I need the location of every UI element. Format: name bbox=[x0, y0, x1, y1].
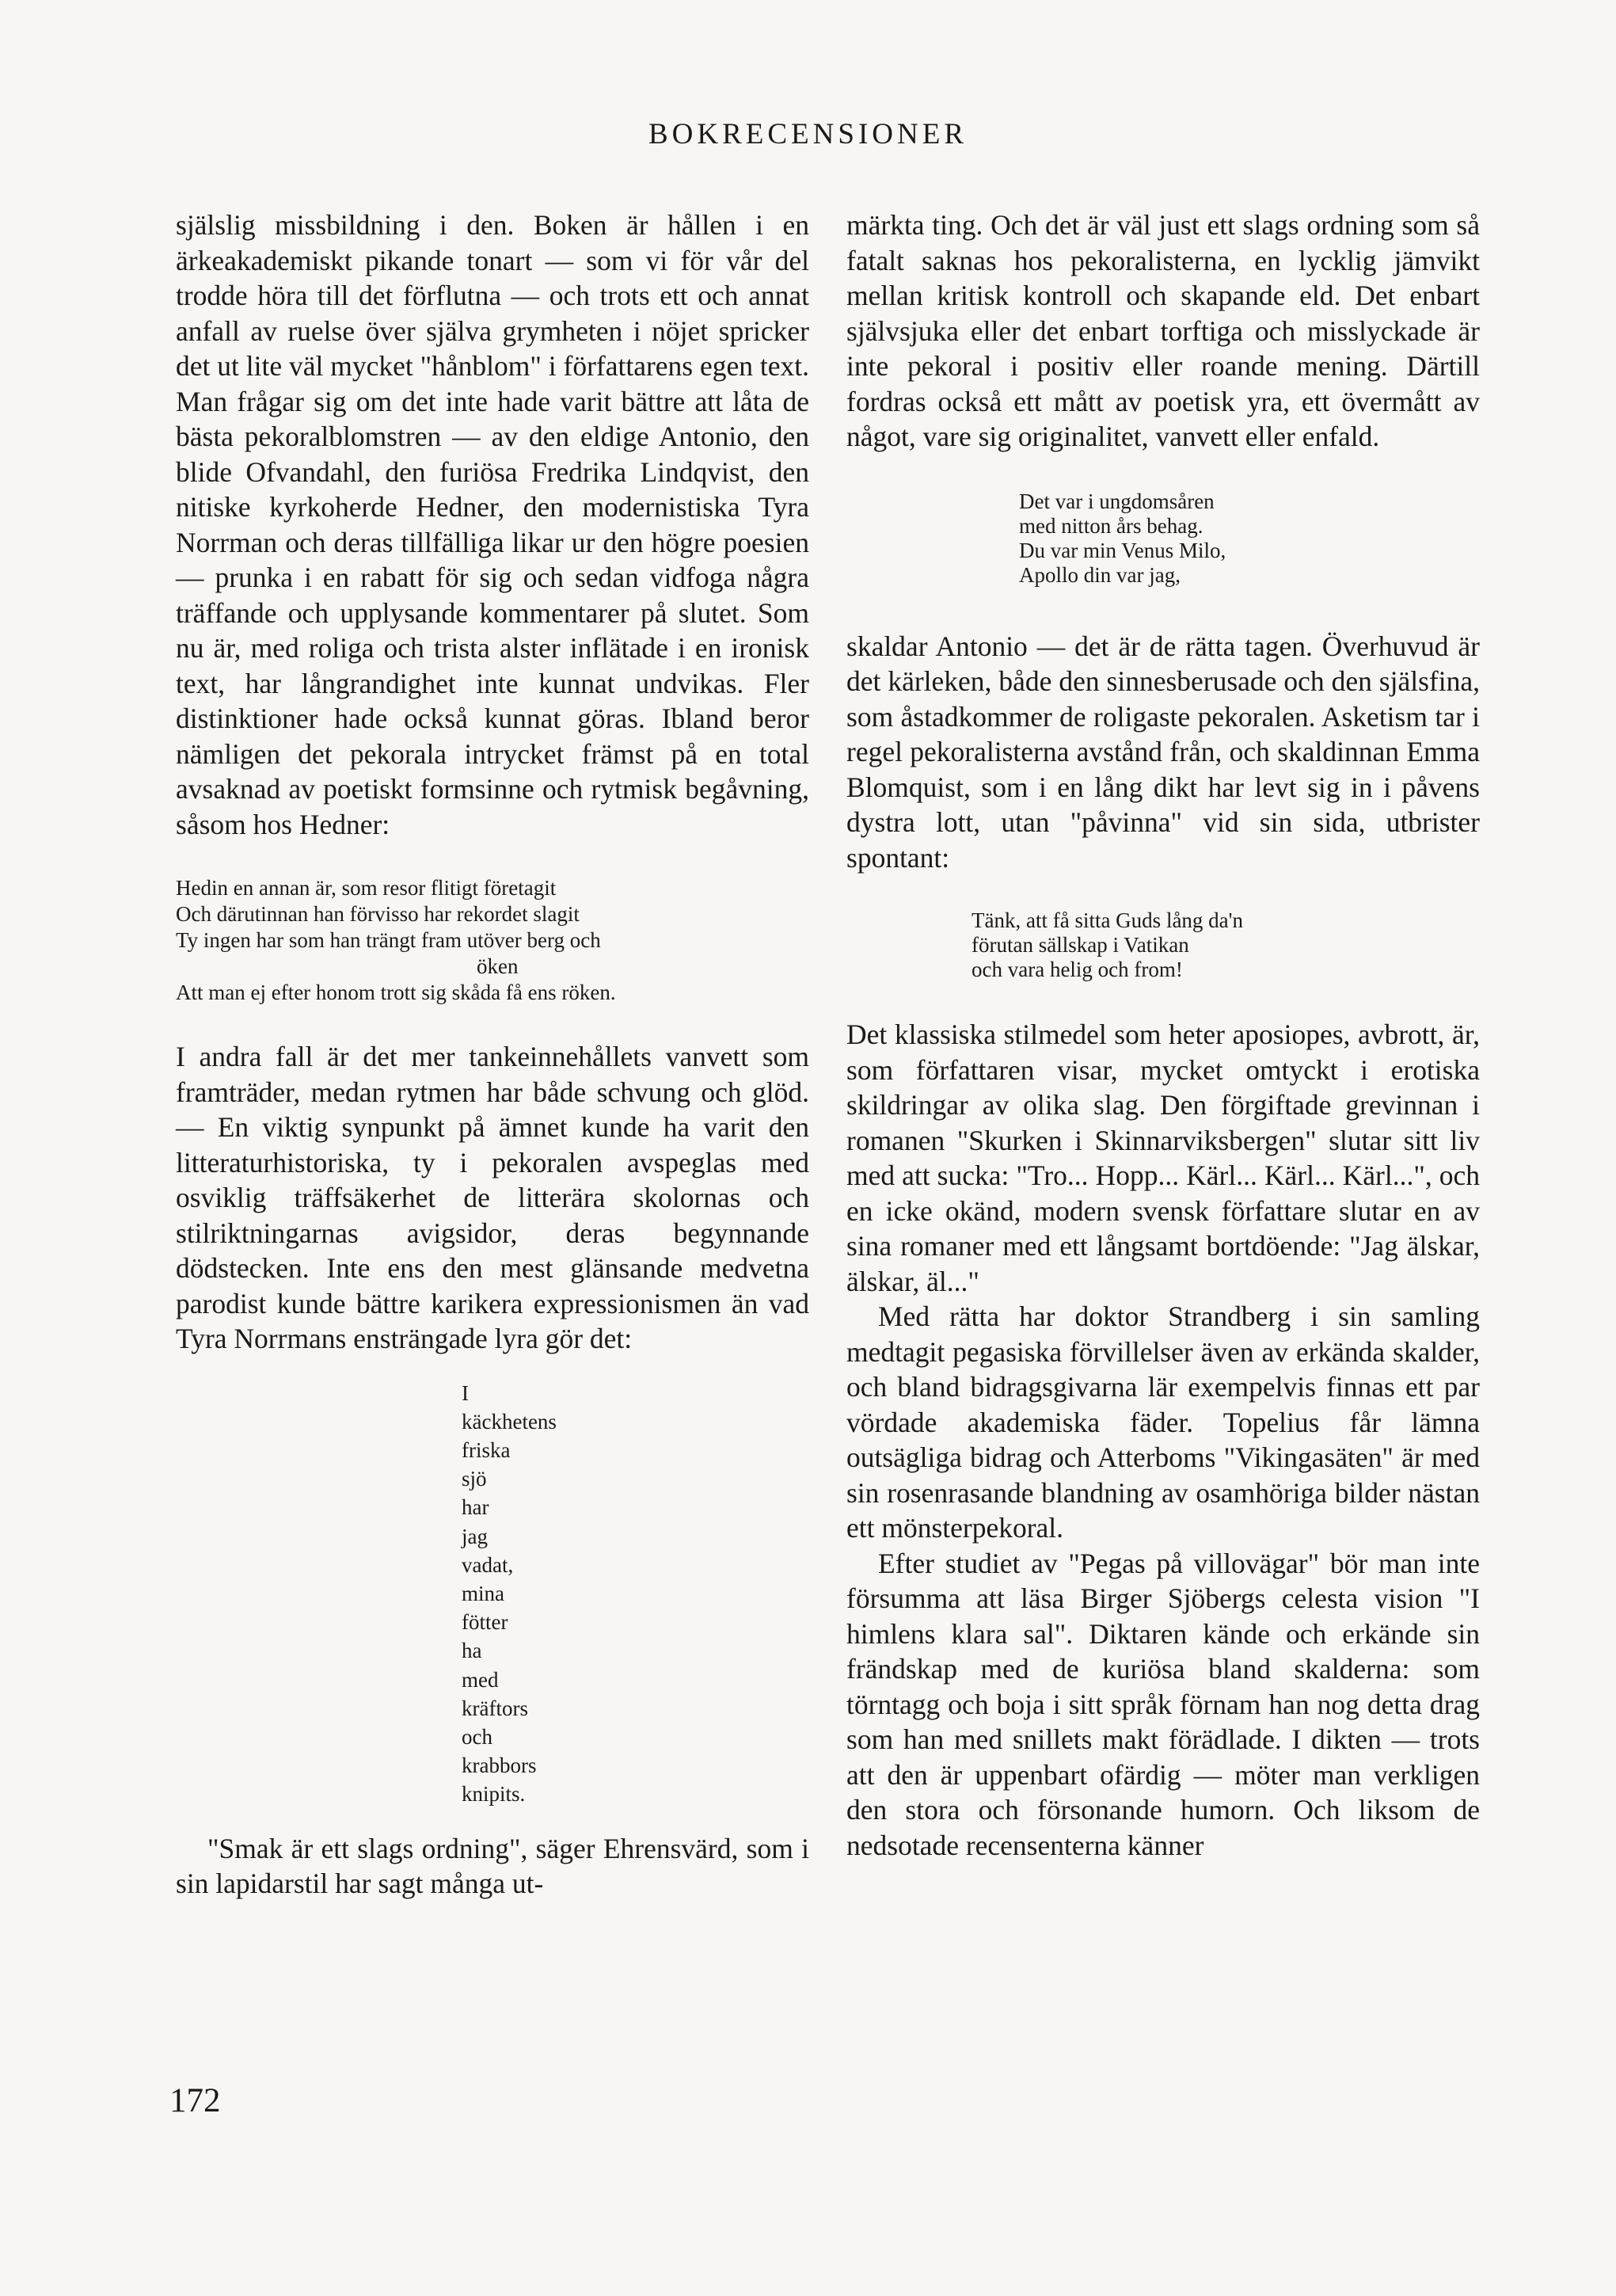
verse-line: har bbox=[462, 1495, 489, 1520]
verse-line: vadat, bbox=[462, 1552, 514, 1577]
verse-line: med bbox=[462, 1667, 499, 1692]
verse-line: krabbors bbox=[462, 1753, 537, 1778]
verse-line: Det var i ungdomsåren bbox=[1019, 489, 1215, 513]
verse-line: jag bbox=[462, 1524, 488, 1548]
right-paragraph-2: skaldar Antonio — det är de rätta tagen. Överhuvud är det kärleken, både den sinnesberusade och den själsfina, som åstadkommer de roligaste pekoralen. Asketism tar i regel pekoralisterna avstånd från, och skaldinnan Emma Blomquist, som i en lång dikt har levt sig in i påvens dystra lott, utan "påvinna" vid sin sida, utbrister spontant: bbox=[846, 630, 1480, 874]
hedner-verse bbox=[176, 875, 809, 1006]
verse-line: Ty ingen har som han trängt fram utöver berg och bbox=[176, 928, 601, 952]
verse-line: Att man ej efter honom trott sig skåda få ens röken. bbox=[176, 980, 616, 1004]
verse-line: öken bbox=[477, 954, 519, 978]
right-column bbox=[846, 208, 1480, 1863]
verse-line: och bbox=[462, 1724, 492, 1749]
left-paragraph-2: I andra fall är det mer tankeinnehållets vanvett som framträder, medan rytmen har både schvung och glöd. — En viktig synpunkt på ämnet kunde ha varit den litteraturhistoriska, ty i pekoralen avspeglas med osviklig träffsäkerhet de litterära skolornas och stilriktningarnas avigsidor, deras begynnande dödstecken. Inte ens den mest glänsande medvetna parodist kunde bättre karikera expressionismen än vad Tyra Norrmans ensträngade lyra gör det: bbox=[176, 1041, 809, 1354]
verse-line: och vara helig och from! bbox=[972, 958, 1183, 981]
verse-line: ha bbox=[462, 1639, 482, 1663]
verse-line: mina bbox=[462, 1581, 504, 1605]
left-paragraph-3: "Smak är ett slags ordning", säger Ehrensvärd, som i sin lapidarstil har sagt många ut- bbox=[176, 1832, 809, 1900]
page-number: 172 bbox=[169, 2082, 221, 2119]
left-paragraph-1: själslig missbildning i den. Boken är hållen i en ärkeakademiskt pikande tonart — som vi för vår del trodde höra till det förflutna — och trots ett och annat anfall av ruelse över själva grymheten i nöjet spricker det ut lite väl mycket "hånblom" i författarens egen text. Man frågar sig om det inte hade varit bättre att låta de bästa pekoralblomstren — av den eldige Antonio, den blide Ofvandahl, den furiösa Fredrika Lindqvist, den nitiske kyrkoherde Hedner, den modernistiska Tyra Norrman och deras tillfälliga likar ur den högre poesien — prunka i en rabatt för sig och sedan vidfoga några träffande och upplysande kommentarer på slutet. Som nu är, med roliga och trista alster inflätade i en ironisk text, har långrandighet inte kunnat undvikas. Fler distinktioner hade också kunnat göras. Ibland beror nämligen det pekorala intrycket främst på en total avsaknad av poetiskt formsinne och rytmisk begåvning, såsom hos Hedner: bbox=[176, 209, 809, 840]
verse-line: käckhetens bbox=[462, 1409, 557, 1434]
right-paragraph-3: Det klassiska stilmedel som heter aposiopes, avbrott, är, som författaren visar, mycket omtyckt i erotiska skildringar av olika slag. Den förgiftade grevinnan i romanen "Skurken i Skinnarviksbergen" slutar sitt liv med att sucka: "Tro... Hopp... Kärl... Kärl... Kärl...", och en icke okänd, modern svensk författare slutar en av sina romaner med ett långsamt bortdöende: "Jag älskar, älskar, äl..." bbox=[846, 1019, 1480, 1297]
right-paragraph-5: Efter studiet av "Pegas på villovägar" bör man inte försumma att läsa Birger Sjöbergs celesta vision "I himlens klara sal". Diktaren kände och erkände sin frändskap med de kuriösa bland skalderna: som törntagg och boja i sitt språk förnam han nog detta drag som han med snillets makt förädlade. I dikten — trots att den är uppenbart ofärdig — möter man verkligen den stora och försonande humorn. Och liksom de nedsotade recensenterna känner bbox=[846, 1547, 1480, 1861]
antonio-verse bbox=[1019, 489, 1480, 588]
verse-line: med nitton års behag. bbox=[1019, 513, 1203, 538]
verse-line: förutan sällskap i Vatikan bbox=[972, 933, 1189, 957]
verse-line: Tänk, att få sitta Guds lång da'n bbox=[972, 908, 1244, 932]
verse-line: friska bbox=[462, 1437, 511, 1462]
norrman-verse bbox=[462, 1379, 809, 1809]
verse-line: sjö bbox=[462, 1467, 487, 1491]
running-header: BOKRECENSIONER bbox=[648, 118, 968, 150]
verse-line: Apollo din var jag, bbox=[1019, 562, 1181, 587]
verse-line: Hedin en annan är, som resor flitigt företagit bbox=[176, 876, 557, 900]
left-column bbox=[176, 208, 809, 1902]
verse-line: Du var min Venus Milo, bbox=[1019, 538, 1226, 562]
right-paragraph-4: Med rätta har doktor Strandberg i sin samling medtagit pegasiska förvillelser även av erkända skalder, och bland bidragsgivarna lär exempelvis finnas ett par vördade akademiska fäder. Topelius får lämna outsägliga bidrag och Atterboms "Vikingasäten" är med sin rosenrasande blandning av osamhöriga bilder nästan ett mönsterpekoral. bbox=[846, 1300, 1480, 1544]
verse-line: knipits. bbox=[462, 1782, 526, 1807]
verse-line: I bbox=[462, 1380, 469, 1405]
verse-line: Och därutinnan han förvisso har rekordet slagit bbox=[176, 902, 580, 926]
blomquist-verse bbox=[972, 908, 1480, 982]
verse-line: fötter bbox=[462, 1610, 508, 1635]
verse-line: kräftors bbox=[462, 1696, 528, 1720]
right-paragraph-1: märkta ting. Och det är väl just ett slags ordning som så fatalt saknas hos pekoralisterna, en lycklig jämvikt mellan kritisk kontroll och skapande eld. Det enbart självsjuka eller det enbart torftiga och misslyckade är inte pekoral i positiv eller roande mening. Därtill fordras också ett mått av poetisk yra, ett övermått av något, vare sig originalitet, vanvett eller enfald. bbox=[846, 209, 1480, 452]
